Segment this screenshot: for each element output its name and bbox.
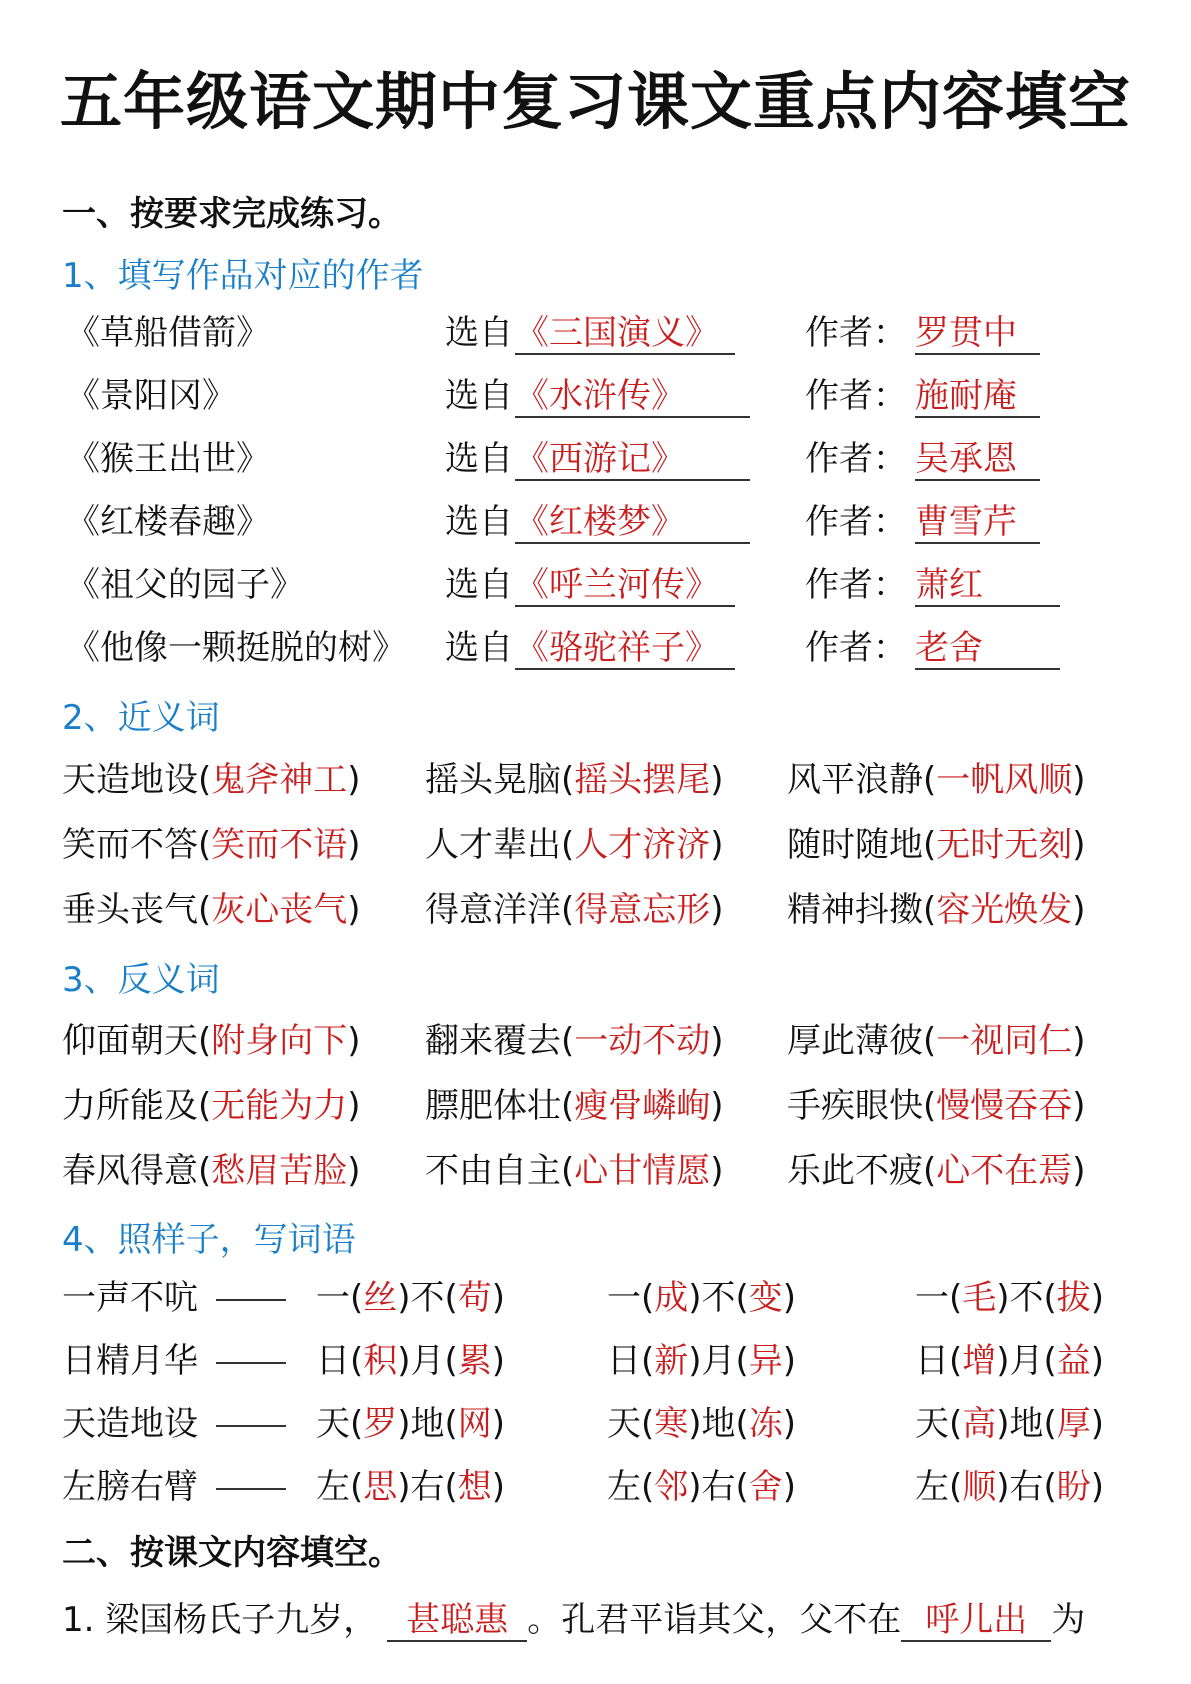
paren: ) xyxy=(688,1341,702,1381)
paren-close: ) xyxy=(347,1021,361,1061)
pattern-answer xyxy=(607,1275,796,1321)
paren-close: ) xyxy=(347,890,361,930)
author-answer xyxy=(915,373,1040,419)
word: 翻来覆去 xyxy=(425,1021,561,1061)
from-label: 选自 xyxy=(445,502,513,542)
paren: ) xyxy=(491,1404,506,1444)
answer: 心甘情愿 xyxy=(574,1151,711,1191)
paren: ) xyxy=(688,1278,702,1318)
answer: 盼 xyxy=(1056,1467,1091,1507)
example: 日精月华 xyxy=(62,1341,198,1381)
pattern-char: 左 xyxy=(915,1467,949,1507)
answer: 附身向下 xyxy=(211,1021,348,1061)
paren-close: ) xyxy=(710,825,724,865)
paren: ( xyxy=(350,1467,364,1507)
book-answer-text: 《呼兰河传》 xyxy=(515,565,735,607)
answer: 苟 xyxy=(457,1278,492,1318)
author-answer-text: 曹雪芹 xyxy=(915,502,1040,544)
paren-open: ( xyxy=(923,1086,937,1126)
pattern-answer xyxy=(915,1401,1104,1447)
paren: ( xyxy=(1043,1467,1057,1507)
answer: 摇头摆尾 xyxy=(574,760,711,800)
author-label: 作者： xyxy=(805,313,907,353)
paren-open: ( xyxy=(561,1021,575,1061)
paren-open: ( xyxy=(198,1021,212,1061)
answer: 得意忘形 xyxy=(574,890,711,930)
q2-heading: 2、近义词 xyxy=(62,698,220,738)
book-answer-text: 《骆驼祥子》 xyxy=(515,628,735,670)
paren: ( xyxy=(444,1404,458,1444)
paren: ) xyxy=(397,1467,411,1507)
word: 仰面朝天 xyxy=(62,1021,198,1061)
pattern-answer xyxy=(607,1464,796,1510)
paren: ( xyxy=(444,1341,458,1381)
paren-open: ( xyxy=(923,1021,937,1061)
answer: 益 xyxy=(1056,1341,1091,1381)
word-pair xyxy=(62,1018,361,1064)
author-label: 作者： xyxy=(805,376,907,416)
answer: 舍 xyxy=(748,1467,783,1507)
paren-open: ( xyxy=(923,825,937,865)
paren-close: ) xyxy=(1072,890,1086,930)
paren: ) xyxy=(1090,1404,1105,1444)
author-answer-text: 萧红 xyxy=(915,565,1060,607)
pattern-char: 天 xyxy=(915,1404,949,1444)
paren: ) xyxy=(782,1341,797,1381)
pattern-char: 一 xyxy=(316,1278,350,1318)
pattern-char: 地 xyxy=(1009,1404,1044,1444)
book-answer xyxy=(515,310,735,356)
pattern-char: 不 xyxy=(701,1278,736,1318)
pattern-answer xyxy=(607,1401,796,1447)
q4-heading: 4、照样子，写词语 xyxy=(62,1220,356,1260)
word: 手疾眼快 xyxy=(787,1086,923,1126)
paren: ( xyxy=(735,1467,749,1507)
paren: ( xyxy=(641,1341,655,1381)
paren: ( xyxy=(735,1278,749,1318)
author-answer-text: 吴承恩 xyxy=(915,439,1040,481)
example-word xyxy=(62,1401,304,1447)
paren-close: ) xyxy=(710,760,724,800)
word-pair xyxy=(62,822,361,868)
word: 天造地设 xyxy=(62,760,198,800)
paren-close: ) xyxy=(710,1086,724,1126)
paren: ) xyxy=(996,1404,1010,1444)
paren: ( xyxy=(350,1278,364,1318)
answer: 容光焕发 xyxy=(936,890,1073,930)
word-pair xyxy=(787,1148,1086,1194)
text: 为 xyxy=(1051,1600,1086,1640)
book-answer-text: 《红楼梦》 xyxy=(515,502,750,544)
answer: 寒 xyxy=(654,1404,689,1444)
answer: 笑而不语 xyxy=(211,825,348,865)
paren: ( xyxy=(350,1341,364,1381)
book-answer xyxy=(515,562,735,608)
pattern-answer xyxy=(316,1401,505,1447)
answer: 高 xyxy=(962,1404,997,1444)
answer: 慢慢吞吞 xyxy=(936,1086,1073,1126)
paren: ( xyxy=(1043,1278,1057,1318)
work-title: 《红楼春趣》 xyxy=(66,502,270,542)
pattern-char: 不 xyxy=(1009,1278,1044,1318)
answer: 新 xyxy=(654,1341,689,1381)
answer: 思 xyxy=(363,1467,398,1507)
author-answer xyxy=(915,310,1040,356)
paren-open: ( xyxy=(923,1151,937,1191)
pattern-char: 不 xyxy=(410,1278,445,1318)
word: 摇头晃脑 xyxy=(425,760,561,800)
pattern-char: 月 xyxy=(701,1341,736,1381)
paren-open: ( xyxy=(561,890,575,930)
paren-close: ) xyxy=(710,1151,724,1191)
word: 不由自主 xyxy=(425,1151,561,1191)
book-answer-text: 《西游记》 xyxy=(515,439,750,481)
paren-open: ( xyxy=(561,825,575,865)
answer: 一视同仁 xyxy=(936,1021,1073,1061)
paren: ( xyxy=(641,1278,655,1318)
text: 。孔君平诣其父，父不在 xyxy=(527,1600,902,1640)
author-label: 作者： xyxy=(805,628,907,668)
book-answer xyxy=(515,373,750,419)
word: 春风得意 xyxy=(62,1151,198,1191)
paren-close: ) xyxy=(1072,1086,1086,1126)
pattern-answer xyxy=(607,1338,796,1384)
answer: 拔 xyxy=(1056,1278,1091,1318)
dash-line xyxy=(216,1425,286,1427)
word: 风平浪静 xyxy=(787,760,923,800)
answer: 厚 xyxy=(1056,1404,1091,1444)
paren-open: ( xyxy=(923,890,937,930)
author-answer-text: 老舍 xyxy=(915,628,1060,670)
paren: ( xyxy=(1043,1341,1057,1381)
example: 天造地设 xyxy=(62,1404,198,1444)
answer: 人才济济 xyxy=(574,825,711,865)
example: 一声不吭 xyxy=(62,1278,198,1318)
paren: ) xyxy=(782,1278,797,1318)
paren-open: ( xyxy=(198,890,212,930)
pattern-answer xyxy=(915,1338,1104,1384)
author-label: 作者： xyxy=(805,439,907,479)
paren: ( xyxy=(735,1341,749,1381)
pattern-char: 一 xyxy=(915,1278,949,1318)
paren: ) xyxy=(491,1467,506,1507)
paren: ( xyxy=(444,1467,458,1507)
answer-blank: 呼儿出 xyxy=(901,1600,1051,1642)
paren: ) xyxy=(397,1341,411,1381)
pattern-char: 日 xyxy=(915,1341,949,1381)
author-answer xyxy=(915,562,1060,608)
paren: ) xyxy=(996,1467,1010,1507)
answer: 鬼斧神工 xyxy=(211,760,348,800)
book-answer xyxy=(515,436,750,482)
paren-close: ) xyxy=(1072,1151,1086,1191)
word-pair xyxy=(787,887,1086,933)
text: 1. 梁国杨氏子九岁， xyxy=(62,1600,378,1640)
paren: ) xyxy=(688,1467,702,1507)
dash-line xyxy=(216,1488,286,1490)
from-label: 选自 xyxy=(445,628,513,668)
author-answer xyxy=(915,499,1040,545)
book-answer xyxy=(515,625,735,671)
paren: ( xyxy=(735,1404,749,1444)
word: 随时随地 xyxy=(787,825,923,865)
pattern-answer xyxy=(316,1464,505,1510)
paren: ) xyxy=(1090,1467,1105,1507)
word: 厚此薄彼 xyxy=(787,1021,923,1061)
paren: ( xyxy=(949,1341,963,1381)
word: 膘肥体壮 xyxy=(425,1086,561,1126)
pattern-char: 右 xyxy=(410,1467,445,1507)
pattern-answer xyxy=(316,1338,505,1384)
author-answer-text: 罗贯中 xyxy=(915,313,1040,355)
from-label: 选自 xyxy=(445,565,513,605)
paren: ( xyxy=(1043,1404,1057,1444)
pattern-char: 左 xyxy=(316,1467,350,1507)
answer: 丝 xyxy=(363,1278,398,1318)
paren-open: ( xyxy=(198,1151,212,1191)
paren-open: ( xyxy=(561,760,575,800)
q1-heading: 1、填写作品对应的作者 xyxy=(62,256,424,296)
paren-open: ( xyxy=(198,825,212,865)
page-title: 五年级语文期中复习课文重点内容填空 xyxy=(59,65,1131,138)
word-pair xyxy=(425,757,724,803)
pattern-char: 天 xyxy=(607,1404,641,1444)
word-pair xyxy=(425,822,724,868)
paren: ) xyxy=(491,1278,506,1318)
author-label: 作者： xyxy=(805,565,907,605)
dash-line xyxy=(216,1362,286,1364)
word-pair xyxy=(787,757,1086,803)
paren-close: ) xyxy=(710,1021,724,1061)
word: 得意洋洋 xyxy=(425,890,561,930)
work-title: 《祖父的园子》 xyxy=(66,565,304,605)
paren-open: ( xyxy=(561,1151,575,1191)
author-label: 作者： xyxy=(805,502,907,542)
dash-line xyxy=(216,1299,286,1301)
pattern-char: 天 xyxy=(316,1404,350,1444)
answer-blank: 甚聪惠 xyxy=(387,1600,527,1642)
paren-close: ) xyxy=(1072,1021,1086,1061)
paren: ( xyxy=(949,1404,963,1444)
answer: 一帆风顺 xyxy=(936,760,1073,800)
paren: ( xyxy=(949,1278,963,1318)
paren: ( xyxy=(949,1467,963,1507)
answer: 愁眉苦脸 xyxy=(211,1151,348,1191)
word-pair xyxy=(425,1018,724,1064)
example-word xyxy=(62,1464,304,1510)
paren: ) xyxy=(397,1404,411,1444)
answer: 邻 xyxy=(654,1467,689,1507)
paren-close: ) xyxy=(710,890,724,930)
word-pair xyxy=(425,1148,724,1194)
answer: 瘦骨嶙峋 xyxy=(574,1086,711,1126)
pattern-char: 右 xyxy=(701,1467,736,1507)
word: 人才辈出 xyxy=(425,825,561,865)
answer: 无能为力 xyxy=(211,1086,348,1126)
work-title: 《景阳冈》 xyxy=(66,376,236,416)
paren: ) xyxy=(782,1467,797,1507)
word-pair xyxy=(62,757,361,803)
word: 乐此不疲 xyxy=(787,1151,923,1191)
pattern-char: 地 xyxy=(410,1404,445,1444)
pattern-answer xyxy=(915,1464,1104,1510)
paren: ) xyxy=(491,1341,506,1381)
paren: ( xyxy=(641,1404,655,1444)
section2-heading: 二、按课文内容填空。 xyxy=(62,1533,402,1573)
paren: ) xyxy=(996,1341,1010,1381)
paren: ( xyxy=(641,1467,655,1507)
paren-close: ) xyxy=(347,1086,361,1126)
paren: ) xyxy=(782,1404,797,1444)
answer: 想 xyxy=(457,1467,492,1507)
pattern-answer xyxy=(316,1275,505,1321)
word-pair xyxy=(62,1148,361,1194)
example-word xyxy=(62,1338,304,1384)
from-label: 选自 xyxy=(445,439,513,479)
author-answer xyxy=(915,625,1060,671)
word-pair xyxy=(425,1083,724,1129)
word-pair xyxy=(787,1018,1086,1064)
paren-open: ( xyxy=(198,760,212,800)
answer: 冻 xyxy=(748,1404,783,1444)
pattern-char: 左 xyxy=(607,1467,641,1507)
word-pair xyxy=(787,822,1086,868)
answer: 心不在焉 xyxy=(936,1151,1073,1191)
pattern-answer xyxy=(915,1275,1104,1321)
pattern-char: 月 xyxy=(410,1341,445,1381)
word: 笑而不答 xyxy=(62,825,198,865)
answer: 毛 xyxy=(962,1278,997,1318)
answer: 积 xyxy=(363,1341,398,1381)
paren-open: ( xyxy=(923,760,937,800)
answer: 成 xyxy=(654,1278,689,1318)
answer: 一动不动 xyxy=(574,1021,711,1061)
answer: 累 xyxy=(457,1341,492,1381)
paren: ( xyxy=(350,1404,364,1444)
word: 精神抖擞 xyxy=(787,890,923,930)
paren-close: ) xyxy=(347,1151,361,1191)
work-title: 《草船借箭》 xyxy=(66,313,270,353)
pattern-char: 日 xyxy=(316,1341,350,1381)
fill-line-1 xyxy=(62,1597,1085,1643)
work-title: 《猴王出世》 xyxy=(66,439,270,479)
author-answer xyxy=(915,436,1040,482)
from-label: 选自 xyxy=(445,376,513,416)
paren-open: ( xyxy=(198,1086,212,1126)
paren: ( xyxy=(444,1278,458,1318)
from-label: 选自 xyxy=(445,313,513,353)
pattern-char: 日 xyxy=(607,1341,641,1381)
pattern-char: 一 xyxy=(607,1278,641,1318)
answer: 异 xyxy=(748,1341,783,1381)
answer: 增 xyxy=(962,1341,997,1381)
paren: ) xyxy=(397,1278,411,1318)
word-pair xyxy=(787,1083,1086,1129)
pattern-char: 月 xyxy=(1009,1341,1044,1381)
paren: ) xyxy=(688,1404,702,1444)
paren: ) xyxy=(1090,1278,1105,1318)
answer: 网 xyxy=(457,1404,492,1444)
paren-close: ) xyxy=(1072,825,1086,865)
example: 左膀右臂 xyxy=(62,1467,198,1507)
example-word xyxy=(62,1275,304,1321)
word-pair xyxy=(62,1083,361,1129)
paren: ) xyxy=(1090,1341,1105,1381)
paren: ) xyxy=(996,1278,1010,1318)
author-answer-text: 施耐庵 xyxy=(915,376,1040,418)
q3-heading: 3、反义词 xyxy=(62,960,220,1000)
book-answer xyxy=(515,499,750,545)
answer: 罗 xyxy=(363,1404,398,1444)
answer: 无时无刻 xyxy=(936,825,1073,865)
paren-close: ) xyxy=(347,760,361,800)
book-answer-text: 《水浒传》 xyxy=(515,376,750,418)
book-answer-text: 《三国演义》 xyxy=(515,313,735,355)
answer: 变 xyxy=(748,1278,783,1318)
paren-close: ) xyxy=(347,825,361,865)
answer: 顺 xyxy=(962,1467,997,1507)
word-pair xyxy=(62,887,361,933)
word-pair xyxy=(425,887,724,933)
pattern-char: 地 xyxy=(701,1404,736,1444)
word: 垂头丧气 xyxy=(62,890,198,930)
answer: 灰心丧气 xyxy=(211,890,348,930)
section1-heading: 一、按要求完成练习。 xyxy=(62,194,402,234)
paren-open: ( xyxy=(561,1086,575,1126)
work-title: 《他像一颗挺脱的树》 xyxy=(66,628,406,668)
pattern-char: 右 xyxy=(1009,1467,1044,1507)
paren-close: ) xyxy=(1072,760,1086,800)
word: 力所能及 xyxy=(62,1086,198,1126)
